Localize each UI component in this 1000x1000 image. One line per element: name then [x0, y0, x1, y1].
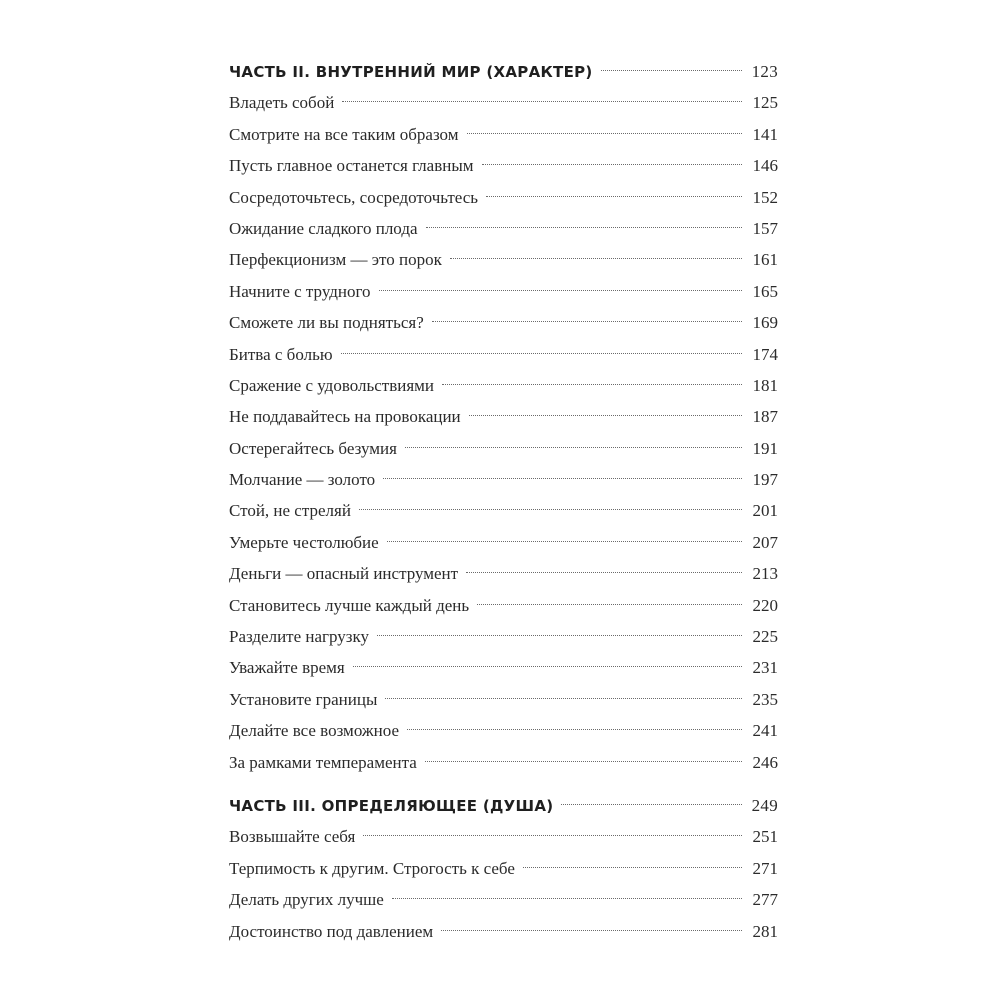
- toc-entry: [229, 684, 778, 715]
- dot-leader: [482, 164, 742, 165]
- dot-leader: [383, 478, 742, 479]
- toc-page-number: 225: [752, 627, 778, 647]
- dot-leader: [441, 930, 742, 931]
- toc-entry: [229, 276, 778, 307]
- toc-page-number: 157: [752, 218, 778, 238]
- toc-entry-title: Терпимость к другим. Строгость к себе: [229, 858, 515, 878]
- toc-entry: [229, 821, 778, 852]
- dot-leader: [432, 321, 742, 322]
- toc-entry-title: Смотрите на все таким образом: [229, 124, 459, 144]
- dot-leader: [385, 698, 742, 699]
- toc-page-number: 165: [752, 281, 778, 301]
- toc-entry-title: Установите границы: [229, 689, 378, 709]
- toc-page-number: 197: [752, 470, 778, 490]
- toc-entry-title: Становитесь лучше каждый день: [229, 595, 470, 615]
- toc-entry-title: Сражение с удовольствиями: [229, 375, 435, 395]
- toc-entry-title: Перфекционизм — это порок: [229, 250, 442, 270]
- dot-leader: [341, 353, 742, 354]
- toc-entry-title: Стой, не стреляй: [229, 501, 351, 521]
- toc-part-title: ЧАСТЬ II. ВНУТРЕННИЙ МИР (ХАРАКТЕР): [229, 63, 593, 81]
- toc-entry: [229, 182, 778, 213]
- toc-entry: [229, 87, 778, 118]
- dot-leader: [523, 867, 742, 868]
- toc-page-number: 123: [751, 62, 778, 81]
- toc-page-number: 231: [752, 658, 778, 678]
- toc-entry: [229, 621, 778, 652]
- toc-entry: [229, 495, 778, 526]
- dot-leader: [469, 415, 742, 416]
- toc-part-title: ЧАСТЬ III. ОПРЕДЕЛЯЮЩЕЕ (ДУША): [229, 796, 554, 815]
- toc-entry: [229, 433, 778, 464]
- toc-entry-title: Деньги — опасный инструмент: [229, 564, 459, 584]
- dot-leader: [392, 898, 742, 899]
- toc-page-number: 207: [752, 532, 778, 552]
- toc-entry-title: Не поддавайтесь на провокации: [229, 407, 461, 427]
- toc-entry-title: Делать других лучше: [229, 890, 384, 910]
- toc-page-number: 169: [752, 313, 778, 333]
- toc-entry: [229, 119, 778, 150]
- toc-entry: [229, 213, 778, 244]
- toc-entry: [229, 244, 778, 275]
- toc-entry: [229, 715, 778, 746]
- dot-leader: [561, 804, 742, 805]
- dot-leader: [426, 227, 742, 228]
- toc-page-number: 281: [752, 921, 778, 941]
- table-of-contents: [229, 56, 778, 947]
- toc-entry-title: Сможете ли вы подняться?: [229, 313, 424, 333]
- toc-page-number: 213: [752, 564, 778, 584]
- dot-leader: [425, 761, 742, 762]
- dot-leader: [363, 835, 742, 836]
- toc-entry: [229, 916, 778, 947]
- dot-leader: [342, 101, 742, 102]
- toc-entry-title: Молчание — золото: [229, 470, 376, 490]
- toc-page-number: 125: [752, 93, 778, 113]
- dot-leader: [377, 635, 742, 636]
- toc-entry: [229, 652, 778, 683]
- toc-page-number: 146: [752, 156, 778, 176]
- dot-leader: [359, 509, 742, 510]
- toc-entry: [229, 558, 778, 589]
- toc-entry-title: Ожидание сладкого плода: [229, 218, 418, 238]
- dot-leader: [353, 666, 742, 667]
- dot-leader: [601, 70, 742, 71]
- toc-entry-title: Остерегайтесь безумия: [229, 438, 397, 458]
- toc-entry: [229, 747, 778, 778]
- toc-entry-title: Владеть собой: [229, 93, 335, 113]
- dot-leader: [387, 541, 742, 542]
- toc-page-number: 152: [752, 187, 778, 207]
- toc-entry: [229, 150, 778, 181]
- toc-page-number: 191: [752, 438, 778, 458]
- dot-leader: [405, 447, 742, 448]
- toc-entry-title: Сосредоточьтесь, сосредоточьтесь: [229, 187, 479, 207]
- toc-part3-list: [229, 821, 778, 947]
- toc-entry: [229, 370, 778, 401]
- dot-leader: [450, 258, 742, 259]
- toc-entry: [229, 853, 778, 884]
- toc-page-number: 220: [752, 595, 778, 615]
- toc-entry-title: Делайте все возможное: [229, 721, 399, 741]
- toc-entry: [229, 401, 778, 432]
- toc-entry-title: Уважайте время: [229, 658, 345, 678]
- toc-entry: [229, 527, 778, 558]
- toc-entry-title: Достоинство под давлением: [229, 921, 434, 941]
- toc-entry-title: Пусть главное останется главным: [229, 156, 474, 176]
- toc-entry: [229, 590, 778, 621]
- toc-page-number: 174: [752, 344, 778, 364]
- toc-page-number: 201: [752, 501, 778, 521]
- toc-page-number: 271: [752, 858, 778, 878]
- dot-leader: [407, 729, 742, 730]
- toc-entry-title: Битва с болью: [229, 344, 333, 364]
- toc-page-number: 277: [752, 890, 778, 910]
- toc-part-heading: [229, 56, 778, 87]
- toc-page-number: 161: [752, 250, 778, 270]
- toc-entry-title: За рамками темперамента: [229, 752, 417, 772]
- dot-leader: [442, 384, 742, 385]
- toc-entry: [229, 464, 778, 495]
- toc-page-number: 251: [752, 827, 778, 847]
- toc-entry-title: Начните с трудного: [229, 281, 371, 301]
- toc-part2-list: [229, 87, 778, 778]
- toc-entry: [229, 307, 778, 338]
- dot-leader: [477, 604, 742, 605]
- toc-entry-title: Возвышайте себя: [229, 827, 356, 847]
- dot-leader: [466, 572, 742, 573]
- toc-page-number: 241: [752, 721, 778, 741]
- toc-page-number: 249: [751, 795, 778, 815]
- toc-page-number: 187: [752, 407, 778, 427]
- dot-leader: [379, 290, 742, 291]
- toc-page-number: 141: [752, 124, 778, 144]
- toc-page-number: 181: [752, 375, 778, 395]
- toc-entry-title: Разделите нагрузку: [229, 627, 370, 647]
- dot-leader: [467, 133, 743, 134]
- toc-entry-title: Умерьте честолюбие: [229, 532, 379, 552]
- toc-entry: [229, 339, 778, 370]
- dot-leader: [486, 196, 742, 197]
- toc-part-heading: [229, 790, 778, 821]
- toc-page-number: 246: [752, 752, 778, 772]
- toc-page-number: 235: [752, 689, 778, 709]
- toc-entry: [229, 884, 778, 915]
